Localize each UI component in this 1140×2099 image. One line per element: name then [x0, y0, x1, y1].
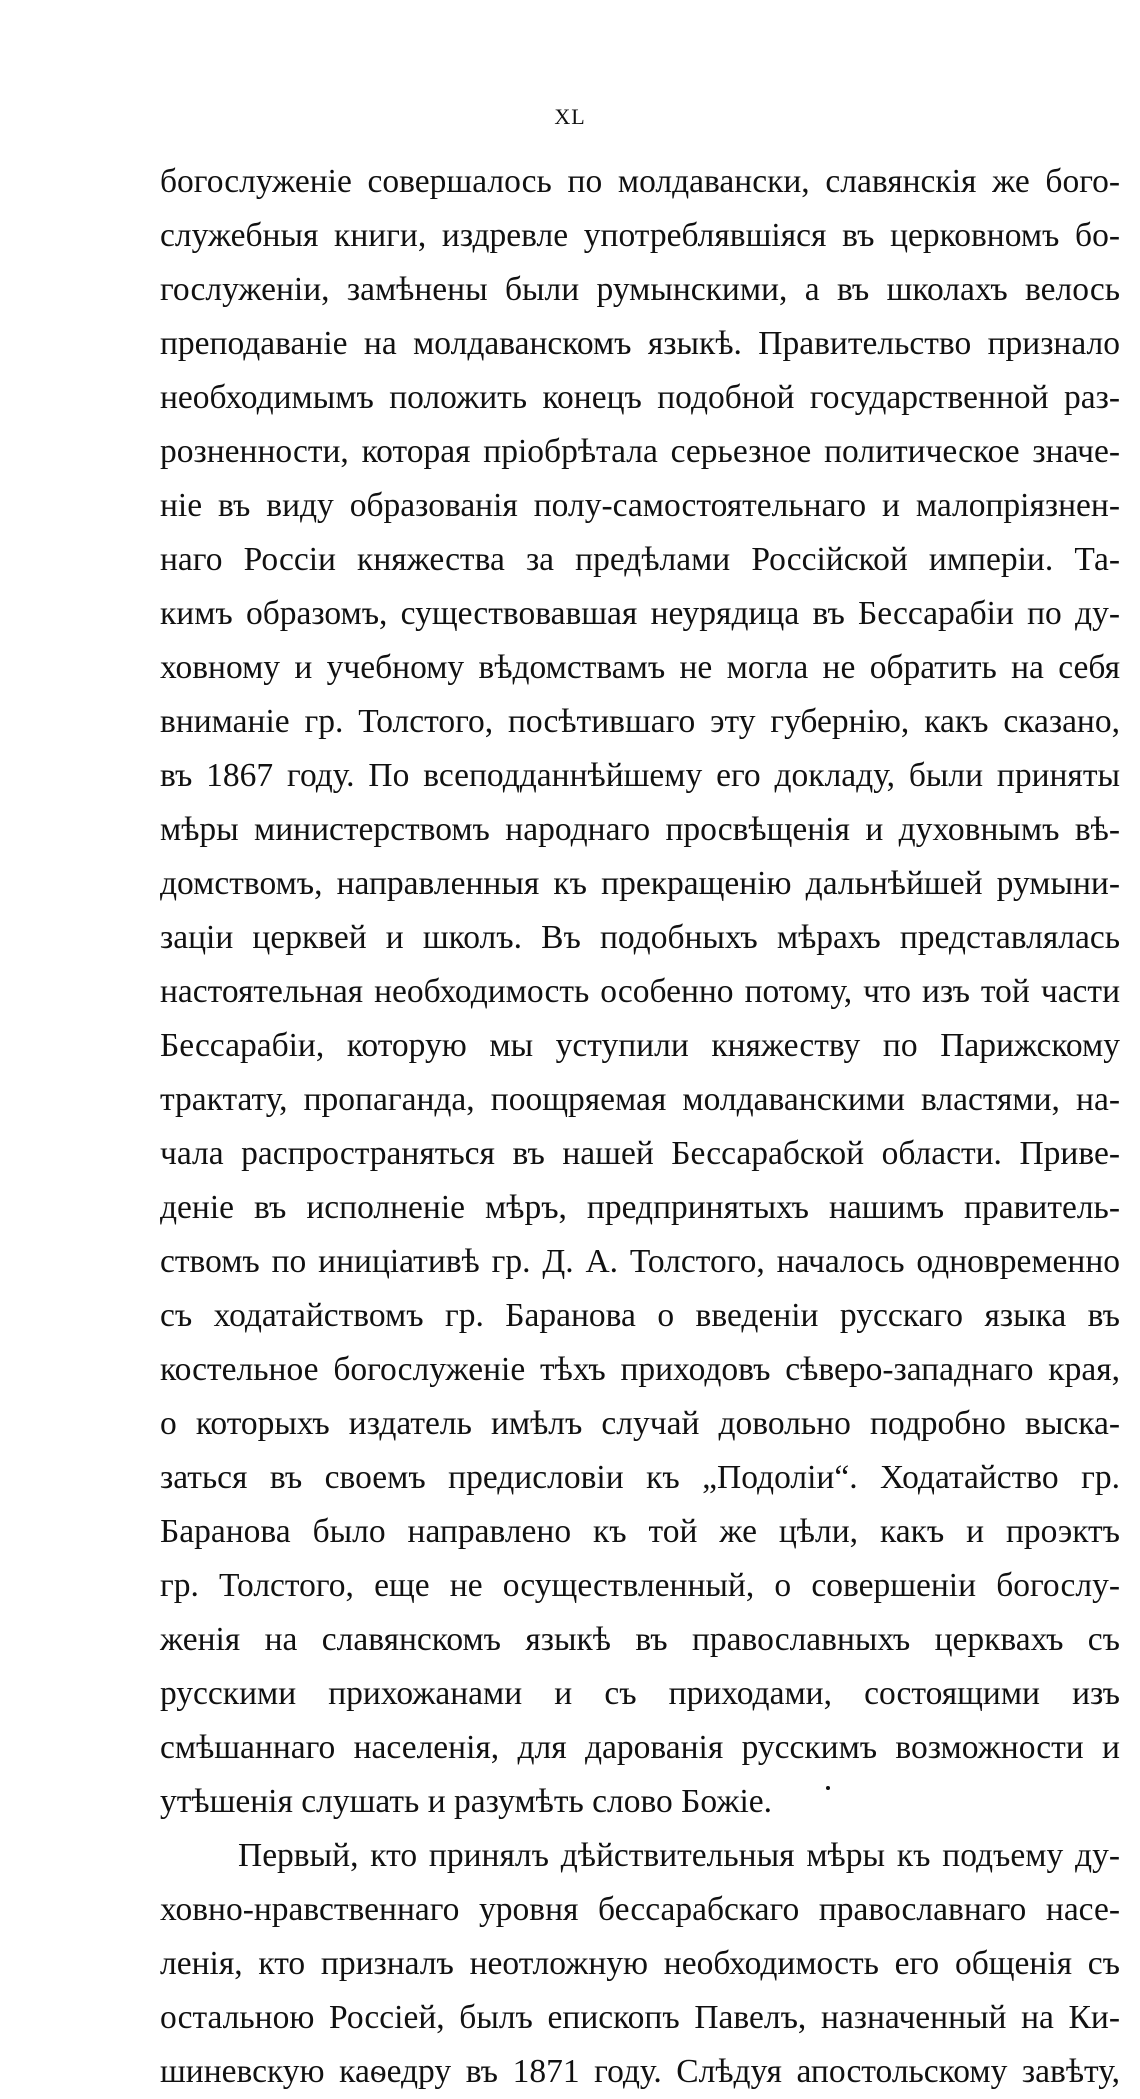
text-line: необходимымъ положить конецъ подобной государственной раз-: [160, 379, 1120, 416]
text-line: русскими прихожанами и съ приходами, состоящими изъ: [160, 1675, 1120, 1712]
text-line: чала распространяться въ нашей Бессарабской области. Приве-: [160, 1135, 1120, 1172]
text-line: вниманіе гр. Толстого, посѣтившаго эту губернію, какъ сказано,: [160, 703, 1120, 740]
text-line: мѣры министерствомъ народнаго просвѣщенія и духовнымъ вѣ-: [160, 811, 1120, 848]
text-line: костельное богослуженіе тѣхъ приходовъ сѣверо-западнаго края,: [160, 1351, 1120, 1388]
paragraph-end-line: утѣшенія слушать и разумѣть слово Божіе.: [160, 1783, 773, 1820]
text-line: розненности, которая пріобрѣтала серьезное политическое значе-: [160, 433, 1120, 470]
page-number: XL: [554, 104, 586, 129]
text-line: смѣшаннаго населенія, для дарованія русскимъ возможности и: [160, 1729, 1120, 1766]
text-line: наго Россіи княжества за предѣлами Россійской имперіи. Та-: [160, 541, 1120, 578]
text-line: о которыхъ издатель имѣлъ случай довольно подробно выска-: [160, 1405, 1120, 1442]
text-line: Баранова было направлено къ той же цѣли, какъ и проэктъ: [160, 1513, 1120, 1550]
text-line: ховному и учебному вѣдомствамъ не могла не обратить на себя: [160, 649, 1120, 686]
text-line: въ 1867 году. По всеподданнѣйшему его докладу, были приняты: [160, 757, 1120, 794]
text-line: кимъ образомъ, существовавшая неурядица въ Бессарабіи по ду-: [160, 595, 1120, 632]
text-line: гр. Толстого, еще не осуществленный, о совершеніи богослу-: [160, 1567, 1120, 1604]
text-line: заться въ своемъ предисловіи къ „Подоліи“. Ходатайство гр.: [160, 1459, 1120, 1496]
text-line: богослуженіе совершалось по молдавански, славянскія же бого-: [160, 163, 1120, 200]
text-line: трактату, пропаганда, поощряемая молдаванскими властями, на-: [160, 1081, 1120, 1118]
body-text: [160, 155, 1120, 2099]
text-line: служебныя книги, издревле употреблявшіяся въ церковномъ бо-: [160, 217, 1120, 254]
text-line: Бессарабіи, которую мы уступили княжеству по Парижскому: [160, 1027, 1120, 1064]
scan-speck: [826, 1786, 830, 1790]
text-line: гослуженіи, замѣнены были румынскими, а въ школахъ велось: [160, 271, 1120, 308]
text-line: ленія, кто призналъ неотложную необходимость его общенія съ: [160, 1945, 1120, 1982]
text-line: преподаваніе на молдаванскомъ языкѣ. Правительство признало: [160, 325, 1120, 362]
text-line: деніе въ исполненіе мѣръ, предпринятыхъ нашимъ правитель-: [160, 1189, 1120, 1226]
text-line: съ ходатайствомъ гр. Баранова о введеніи русскаго языка въ: [160, 1297, 1120, 1334]
text-line: женія на славянскомъ языкѣ въ православныхъ церквахъ съ: [160, 1621, 1120, 1658]
text-line: настоятельная необходимость особенно потому, что изъ той части: [160, 973, 1120, 1010]
text-line: остальною Россіей, былъ епископъ Павелъ, назначенный на Ки-: [160, 1999, 1120, 2036]
text-line: ховно-нравственнаго уровня бессарабскаго православнаго насе-: [160, 1891, 1120, 1928]
text-line: шиневскую каѳедру въ 1871 году. Слѣдуя апостольскому завѣту,: [160, 2053, 1120, 2090]
text-line: ствомъ по иниціативѣ гр. Д. А. Толстого, началось одновременно: [160, 1243, 1120, 1280]
text-line: заціи церквей и школъ. Въ подобныхъ мѣрахъ представлялась: [160, 919, 1120, 956]
paragraph-start-line: Первый, кто принялъ дѣйствительныя мѣры къ подъему ду-: [238, 1837, 1120, 1874]
text-line: домствомъ, направленныя къ прекращенію дальнѣйшей румыни-: [160, 865, 1120, 902]
text-line: ніе въ виду образованія полу-самостоятельнаго и малопріязнен-: [160, 487, 1120, 524]
